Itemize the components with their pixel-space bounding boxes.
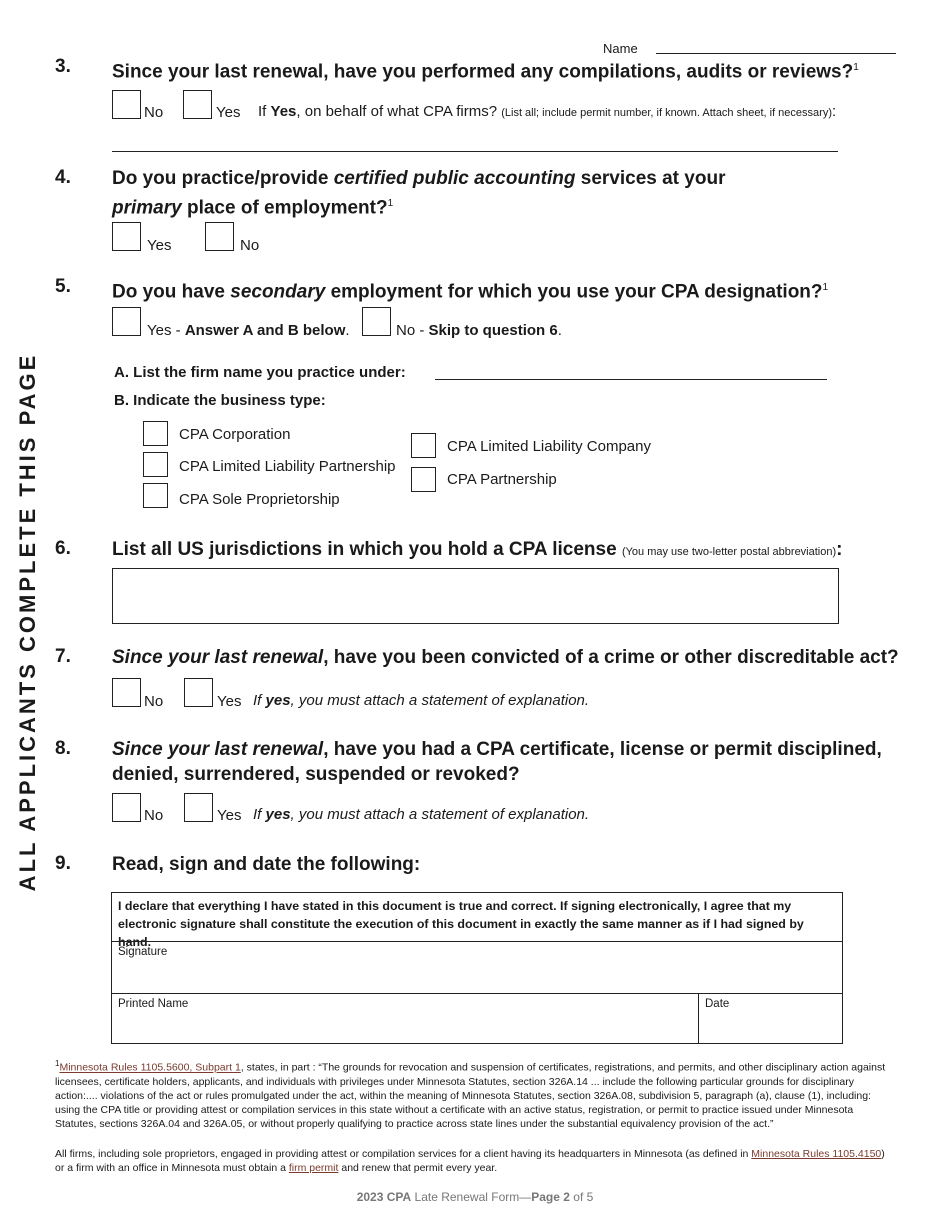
q8-explanation-note: If yes, you must attach a statement of explanation. — [253, 806, 590, 823]
type-corporation-checkbox[interactable] — [143, 421, 168, 446]
printed-name-label: Printed Name — [118, 998, 189, 1010]
q4-yes-checkbox[interactable] — [112, 222, 141, 251]
date-field[interactable] — [698, 994, 844, 1044]
q7-text: Since your last renewal, have you been convicted of a crime or other discreditable act? — [112, 647, 899, 668]
footnote-1: $^1$Minnesota Rules 1105.5600, Subpart 1, states, in part : “The grounds for revocation and suspension of certificates, registrations, and permits, and other disciplinary action against licensees, certificate holders, applicants, and individuals with privileges under Minnesota Statutes, section 326A.14 ... include the following particular grounds for disciplinary action:.... violations of the act or rules promulgated under the act, within the meaning of Minnesota Statutes, section 326A.08, subdivision 5, paragraph (a), clause (1), including: using the CPA title or providing attest or compilation services in this state without a certificate with an active status, registration, or permit to practice issued under Minnesota Statutes, sections 326A.04 and 326A.05, or without properly qualifying to practice across state lines under the substantial equivalency provision of the act.” — [55, 1059, 886, 1130]
link-rules-1105-4150[interactable]: Minnesota Rules 1105.4150 — [751, 1148, 882, 1160]
q3-no-label: No — [144, 104, 164, 121]
declaration-text: I declare that everything I have stated in this document is true and correct. If signing electronically, I agree that my electronic signature shall constitute the execution of this document in exactly the same manner as if I had signed by hand. — [118, 899, 804, 949]
q6-jurisdictions-field[interactable] — [112, 568, 839, 624]
q3-firms-field[interactable] — [112, 151, 838, 152]
q8-number: 8. — [55, 738, 71, 759]
q9-number: 9. — [55, 853, 71, 874]
q3-text: Since your last renewal, have you performed any compilations, audits or reviews?$^1$ — [112, 61, 859, 83]
name-label: Name — [603, 41, 638, 56]
signature-field[interactable] — [112, 941, 842, 993]
link-firm-permit[interactable]: firm permit — [288, 1162, 339, 1174]
q9-text: Read, sign and date the following: — [112, 854, 421, 875]
type-sole-proprietorship-checkbox[interactable] — [143, 483, 168, 508]
signature-label: Signature — [118, 946, 168, 958]
q3-firms-prompt: If Yes, on behalf of what CPA firms? (List all; include permit number, if known. Attach sheet, if necessary): — [258, 103, 837, 120]
q3-no-checkbox[interactable] — [112, 90, 141, 119]
q4-text: Do you practice/provide certified public accounting services at your primary place of employment?$^1$ — [112, 168, 726, 219]
q4-no-label: No — [240, 237, 260, 254]
type-corporation-label: CPA Corporation — [179, 426, 291, 443]
q7-no-label: No — [144, 693, 164, 710]
q5-number: 5. — [55, 276, 71, 297]
type-llc-label: CPA Limited Liability Company — [447, 438, 651, 455]
q6-number: 6. — [55, 538, 71, 559]
q7-no-checkbox[interactable] — [112, 678, 141, 707]
q3-number: 3. — [55, 56, 71, 77]
footnote-firms: All firms, including sole proprietors, engaged in providing attest or compilation services for a client having its headquarters in Minnesota (as defined in Minnesota Rules 1105.4150) or a firm with an office in Minnesota must obtain a firm permit and renew that permit every year. — [55, 1148, 885, 1174]
link-rules-1105-5600[interactable]: Minnesota Rules 1105.5600, Subpart 1 — [59, 1061, 241, 1074]
date-label: Date — [705, 998, 730, 1010]
q5a-label: A. List the firm name you practice under: — [114, 364, 406, 381]
q3-yes-label: Yes — [216, 104, 241, 121]
q8-no-checkbox[interactable] — [112, 793, 141, 822]
type-partnership-label: CPA Partnership — [447, 471, 557, 488]
q5-no-checkbox[interactable] — [362, 307, 391, 336]
q4-yes-label: Yes — [147, 237, 172, 254]
signature-block — [111, 892, 843, 1044]
type-partnership-checkbox[interactable] — [411, 467, 436, 492]
q5-no-label: No - Skip to question 6. — [396, 322, 562, 339]
q7-number: 7. — [55, 646, 71, 667]
type-sole-proprietorship-label: CPA Sole Proprietorship — [179, 491, 340, 508]
type-llp-checkbox[interactable] — [143, 452, 168, 477]
side-banner-text: ALL APPLICANTS COMPLETE THIS PAGE — [15, 352, 40, 892]
q7-explanation-note: If yes, you must attach a statement of explanation. — [253, 692, 590, 709]
q4-number: 4. — [55, 167, 71, 188]
q8-no-label: No — [144, 807, 164, 824]
q6-text: List all US jurisdictions in which you hold a CPA license (You may use two-letter postal abbreviation): — [112, 539, 843, 560]
q5-yes-label: Yes - Answer A and B below. — [147, 322, 350, 339]
q5-text: Do you have secondary employment for which you use your CPA designation?$^1$ — [112, 281, 829, 303]
q8-yes-checkbox[interactable] — [184, 793, 213, 822]
q5a-firm-name-field[interactable] — [435, 379, 827, 380]
q5-yes-checkbox[interactable] — [112, 307, 141, 336]
name-field[interactable] — [656, 53, 896, 54]
q8-yes-label: Yes — [217, 807, 242, 824]
printed-name-row — [112, 993, 842, 1044]
q3-yes-checkbox[interactable] — [183, 90, 212, 119]
q8-text: Since your last renewal, have you had a CPA certificate, license or permit disciplined, denied, surrendered, suspended or revoked? — [112, 739, 882, 785]
q7-yes-label: Yes — [217, 693, 242, 710]
q7-yes-checkbox[interactable] — [184, 678, 213, 707]
page-footer: 2023 CPA Late Renewal Form—Page 2 of 5 — [356, 1190, 594, 1204]
q5b-label: B. Indicate the business type: — [114, 392, 326, 409]
type-llc-checkbox[interactable] — [411, 433, 436, 458]
type-llp-label: CPA Limited Liability Partnership — [179, 458, 396, 475]
q4-no-checkbox[interactable] — [205, 222, 234, 251]
